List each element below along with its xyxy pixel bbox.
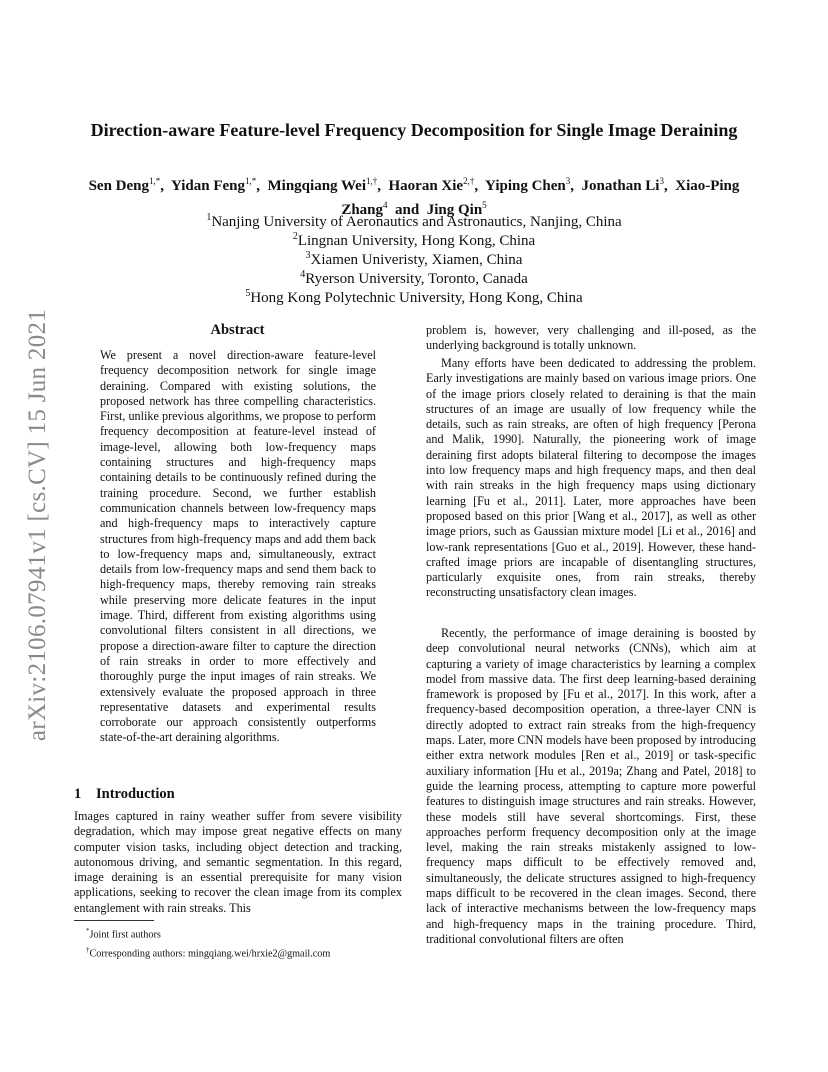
author: Xiao-Ping Zhang$^4$ [341,178,740,218]
affiliation: $^1$Nanjing University of Aeronautics and Astronautics, Nanjing, China [206,212,622,230]
footnotes [86,924,406,962]
right-column-paragraph: problem is, however, very challenging and ill-posed, as the underlying background is totally unknown. [426,323,756,353]
section-title: Introduction [96,786,175,802]
author: Sen Deng$^{1,*}$ [88,176,161,194]
right-column-paragraph: Many efforts have been dedicated to addressing the problem. Early investigations are mainly based on various image priors. One of the image priors closely related to deraining is that the main structures of an image are usually of low frequency while the details, such as rain streaks, are often of high frequency [Perona and Malik, 1990]. Naturally, the pioneering work of image deraining first adopts bilateral filtering to decompose the images into low frequency maps and high frequency maps, and then deal with rain streaks in the high frequency maps using dictionary learning [Fu et al., 2011]. Later, more approaches have been proposed based on this prior [Wang et al., 2017], as well as other image priors, such as Gaussian mixture model [Li et al., 2016] and low-rank representations [Guo et al., 2019]. However, these hand-crafted image priors are incapable of disentangling structures, particularly exquisite ones, from rain streaks, thereby reconstructing unsatisfactory clean images. [426,356,756,600]
right-column-paragraph: Recently, the performance of image deraining is boosted by deep convolutional neural networks (CNNs), which aim at capturing a variety of image characteristics by learning a complex model from massive data. The first deep learning-based deraining framework is proposed by [Fu et al., 2017]. In this work, after a frequency-based decomposition operation, a three-layer CNN is directly adopted to extract rain streaks from the high-frequency maps. Later, more CNN models have been proposed by introducing either extra network modules [Ren et al., 2019] or task-specific auxiliary information [Hu et al., 2019a; Zhang and Patel, 2018] to guide the learning process, attempting to capture more powerful features to distinguish image structures and rain streaks. However, these models still have several shortcomings. First, these approaches perform frequency decomposition only at the image level, making the rain streaks mistakenly assigned to low-frequency maps difficult to be effectively removed and, simultaneously, the delicate structures assigned to high-frequency maps difficult to be recovered in the clean images. Second, there lack of interactive mechanisms between the low-frequency maps and high-frequency maps in the training procedure. Third, traditional convolutional filters are often [426,626,756,946]
arxiv-identifier-text: arXiv:2106.07941v1 [cs.CV] 15 Jun 2021 [24,308,51,742]
author: Haoran Xie$^{2,\dagger}$ [388,176,475,194]
affiliation: $^4$Ryerson University, Toronto, Canada [300,269,528,287]
footnote: †Corresponding authors: mingqiang.wei/hrxie2@gmail.com [86,945,331,960]
author: Yiping Chen$^3$ [485,176,571,194]
paper-title: Direction-aware Feature-level Frequency Decomposition for Single Image Deraining [90,120,738,140]
footnote: *Joint first authors [86,927,161,941]
author: Yidan Feng$^{1,*}$ [170,176,257,194]
author: Jing Qin$^5$ [426,200,487,218]
section-heading-introduction [74,786,404,803]
affiliation: $^3$Xiamen Univeristy, Xiamen, China [305,250,523,268]
author: Mingqiang Wei$^{1,\dagger}$ [267,176,378,194]
abstract-heading: Abstract [210,322,265,338]
introduction-paragraph: Images captured in rainy weather suffer from severe visibility degradation, which may impose great negative effects on many computer vision tasks, including object detection and tracking, autonomous driving, and semantic segmentation. In this regard, image deraining is an essential prerequisite for many vision applications, seeking to recover the clean image from its complex entanglement with rain streaks. This [74,809,402,915]
author-list: Sen Deng$^{1,*}$, Yidan Feng$^{1,*}$, Mingqiang Wei$^{1,\dagger}$, Haoran Xie$^{2,\dagger}$, Yiping Chen$^3$, Jonathan Li$^3$, Xiao-Ping Zhang$^4$ and Jing Qin$^5$ [88,176,740,218]
affiliation: $^5$Hong Kong Polytechnic University, Hong Kong, China [245,288,583,306]
arxiv-identifier-stamp [18,290,58,760]
section-number: 1 [74,786,82,802]
footnote-rule [74,920,154,921]
author: Jonathan Li$^3$ [581,176,664,194]
abstract-body: We present a novel direction-aware feature-level frequency decomposition network for single image deraining. Compared with existing solutions, the proposed network has three compelling characteristics. First, unlike previous algorithms, we propose to perform frequency decomposition at feature-level instead of image-level, allowing both low-frequency maps containing structures and high-frequency maps containing details to be continuously refined during the training procedure. Second, we further establish communication channels between low-frequency maps and high-frequency maps to interactively capture structures from high-frequency maps and add them back to low-frequency maps and, simultaneously, extract details from low-frequency maps and send them back to high-frequency maps, thereby removing rain streaks while preserving more delicate features in the input image. Third, different from existing algorithms using convolutional filters consistent in all directions, we propose a direction-aware filter to capture the direction of rain streaks in order to more effectively and thoroughly purge the input images of rain streaks. We extensively evaluate the proposed approach in three representative datasets and experimental results corroborate our approach consistently outperforms state-of-the-art deraining algorithms. [100,348,376,745]
affiliation: $^2$Lingnan University, Hong Kong, China [292,231,536,249]
